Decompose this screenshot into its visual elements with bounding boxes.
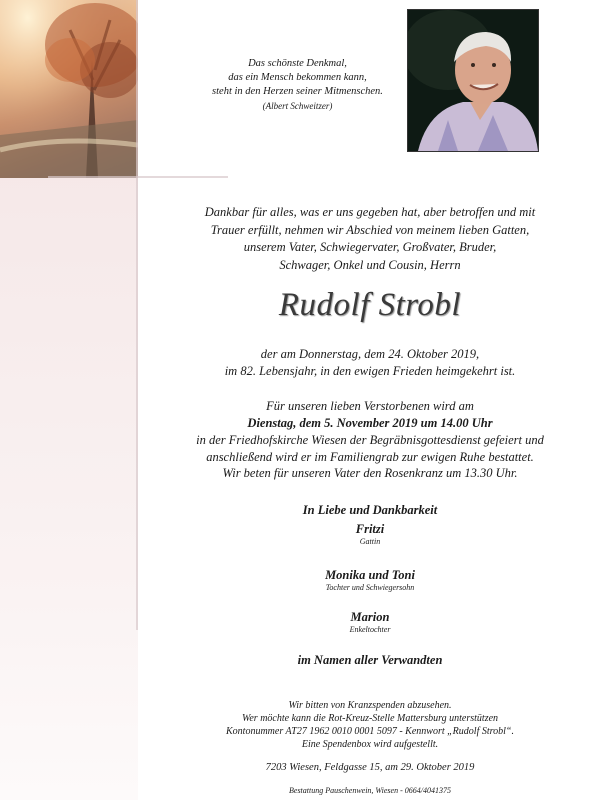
intro-line: Trauer erfüllt, nehmen wir Abschied von meinem lieben Gatten, — [210, 222, 530, 237]
closing-text: In Liebe und Dankbarkeit — [302, 503, 438, 517]
death-notice — [170, 346, 570, 380]
notice-line: Eine Spendenbox wird aufgestellt. — [301, 739, 439, 750]
quote-line: das ein Mensch bekommen kann, — [228, 72, 367, 83]
member-name: Fritzi — [355, 522, 385, 536]
family-member — [170, 610, 570, 635]
quote-author: (Albert Schweitzer) — [262, 101, 333, 111]
member-relation: Tochter und Schwiegersohn — [325, 583, 415, 592]
cross-horizontal-line — [48, 176, 228, 178]
cross-vertical-line — [136, 0, 138, 630]
all-relatives-text: im Namen aller Verwandten — [297, 653, 443, 667]
donation-notice — [170, 699, 570, 751]
member-name: Marion — [350, 610, 390, 624]
all-relatives — [170, 653, 570, 668]
intro-line: Schwager, Onkel und Cousin, Herrn — [279, 257, 461, 272]
place-and-date: 7203 Wiesen, Feldgasse 15, am 29. Oktober 2019 — [265, 762, 475, 773]
intro-text — [170, 204, 570, 274]
rosary-info: Wir beten für unseren Vater den Rosenkranz um 13.30 Uhr. — [222, 466, 518, 480]
notice-line: Kontonummer AT27 1962 0010 0001 5097 - Kennwort „Rudolf Strobl“. — [226, 726, 514, 737]
member-name: Monika und Toni — [325, 568, 415, 582]
funeral-service-info — [165, 398, 575, 466]
intro-line: unserem Vater, Schwiegervater, Großvater, Bruder, — [243, 240, 497, 254]
quote-line: steht in den Herzen seiner Mitmenschen. — [212, 86, 383, 97]
notice-line: Wer möchte kann die Rot-Kreuz-Stelle Mattersburg unterstützen — [241, 713, 499, 724]
epitaph-quote — [190, 57, 405, 113]
deceased-name: Rudolf Strobl — [278, 287, 462, 323]
notice-line: Wir bitten von Kranzspenden abzusehen. — [288, 700, 452, 711]
service-line: in der Friedhofskirche Wiesen der Begräbnisgottesdienst gefeiert und — [196, 433, 544, 447]
member-relation: Enkeltochter — [349, 625, 391, 634]
portrait-photo — [407, 9, 539, 152]
death-line: im 82. Lebensjahr, in den ewigen Frieden heimgekehrt ist. — [224, 364, 516, 378]
undertaker-info: Bestattung Pauschenwein, Wiesen - 0664/4041375 — [289, 786, 451, 795]
death-line: der am Donnerstag, dem 24. Oktober 2019, — [260, 347, 480, 361]
family-closing — [170, 503, 570, 518]
family-member — [170, 568, 570, 593]
service-line: anschließend wird er im Familiengrab zur ewigen Ruhe bestattet. — [206, 450, 534, 464]
service-line: Für unseren lieben Verstorbenen wird am — [266, 399, 474, 413]
service-date: Dienstag, dem 5. November 2019 um 14.00 Uhr — [247, 416, 493, 430]
autumn-tree-photo — [0, 0, 138, 178]
member-relation: Gattin — [359, 537, 381, 546]
intro-line: Dankbar für alles, was er uns gegeben hat, aber betroffen und mit — [204, 205, 536, 219]
family-member — [170, 522, 570, 547]
quote-line: Das schönste Denkmal, — [248, 58, 347, 69]
